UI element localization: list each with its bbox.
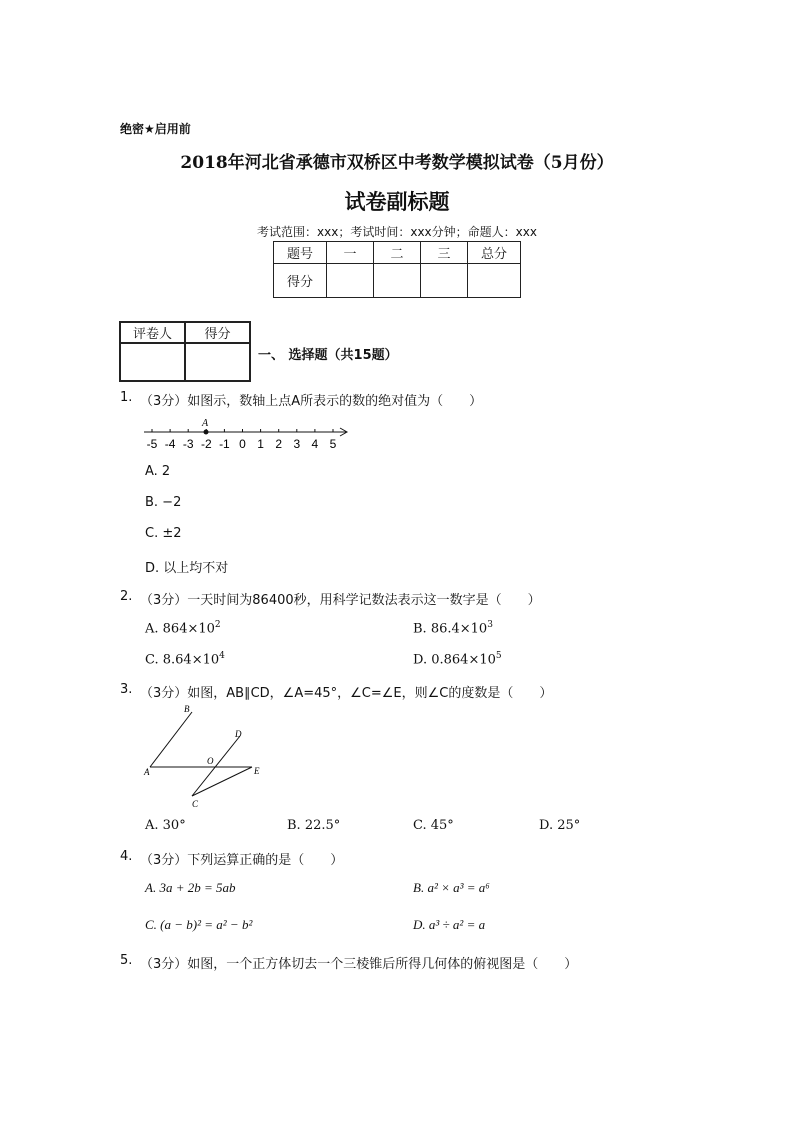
- q4-option-c[interactable]: C. (a − b)² = a² − b²: [145, 917, 253, 932]
- number-line-tick-label: -5: [146, 437, 158, 451]
- question-3-text: （3分）如图，AB∥CD，∠A=45°，∠C=∠E，则∠C的度数是（ ）: [140, 686, 553, 701]
- number-line-tick-label: 5: [329, 437, 337, 451]
- score-cell[interactable]: [421, 264, 468, 298]
- question-2-text: （3分）一天时间为86400秒，用科学记数法表示这一数字是（ ）: [140, 593, 541, 608]
- question-1-text: （3分）如图示，数轴上点A所表示的数的绝对值为（ ）: [140, 394, 483, 409]
- score-table-header-cell: 二: [374, 242, 421, 264]
- point-a-dot: [204, 430, 209, 435]
- grader-cell[interactable]: [120, 343, 185, 381]
- score-table-header-cell: 三: [421, 242, 468, 264]
- score-table-header-cell: 一: [327, 242, 374, 264]
- q2-option-d[interactable]: D. $0.864\times 10^5$: [413, 651, 502, 668]
- q1-option-c[interactable]: C. ±2: [145, 526, 182, 541]
- line-ab: [150, 712, 192, 767]
- section-title: 一、 选择题（共15题）: [258, 348, 398, 363]
- number-line-tick-label: 0: [239, 437, 246, 451]
- score-table-header-cell: 题号: [274, 242, 327, 264]
- label-a: A: [144, 767, 150, 777]
- score-cell[interactable]: [468, 264, 521, 298]
- q1-option-b[interactable]: B. −2: [145, 495, 182, 510]
- secret-label: 绝密★启用前: [120, 122, 191, 136]
- grader-table: [119, 321, 251, 382]
- q1-option-a[interactable]: A. 2: [145, 464, 171, 479]
- score-cell[interactable]: [374, 264, 421, 298]
- q2-option-b[interactable]: B. $86.4\times 10^3$: [413, 620, 493, 637]
- page-title: 2018年河北省承德市双桥区中考数学模拟试卷（5月份）: [180, 153, 614, 173]
- q1-option-d[interactable]: D. 以上均不对: [145, 561, 229, 576]
- number-line-figure: [140, 413, 355, 453]
- number-line-tick-label: 3: [293, 437, 301, 451]
- question-4-text: （3分）下列运算正确的是（ ）: [140, 853, 344, 868]
- q3-option-b[interactable]: B. 22.5°: [287, 818, 341, 833]
- grader-cell[interactable]: [185, 343, 250, 381]
- score-cell[interactable]: [327, 264, 374, 298]
- question-2-number: 2.: [120, 589, 133, 604]
- label-c: C: [192, 799, 199, 809]
- number-line-tick-label: -1: [219, 437, 230, 451]
- question-3-number: 3.: [120, 682, 133, 697]
- q4-option-a[interactable]: A. 3a + 2b = 5ab: [145, 880, 236, 895]
- q3-option-a[interactable]: A. 30°: [145, 818, 186, 833]
- number-line-tick-label: -3: [182, 437, 194, 451]
- question-5-text: （3分）如图，一个正方体切去一个三棱锥后所得几何体的俯视图是（ ）: [140, 957, 578, 972]
- line-cd: [192, 736, 240, 796]
- page-subtitle: 试卷副标题: [344, 190, 450, 214]
- q4-option-d[interactable]: D. a³ ÷ a² = a: [413, 917, 486, 932]
- number-line-tick-label: 4: [311, 437, 319, 451]
- label-o: O: [207, 756, 214, 766]
- exam-info: 考试范围：xxx；考试时间：xxx分钟；命题人：xxx: [257, 225, 537, 239]
- q3-option-c[interactable]: C. 45°: [413, 818, 454, 833]
- question-4-number: 4.: [120, 849, 133, 864]
- grader-header-cell: 得分: [185, 322, 250, 343]
- question-5-number: 5.: [120, 953, 133, 968]
- parallel-lines-figure: [140, 700, 275, 812]
- number-line-tick-label: 1: [257, 437, 264, 451]
- q4-option-b[interactable]: B. a² × a³ = a⁶: [413, 880, 490, 895]
- grader-header-cell: 评卷人: [120, 322, 185, 343]
- number-line-tick-label: 2: [275, 437, 283, 451]
- score-table-header-cell: 总分: [468, 242, 521, 264]
- score-table: [273, 241, 521, 298]
- point-a-label: A: [202, 418, 209, 429]
- line-ce: [192, 767, 252, 796]
- q3-option-d[interactable]: D. 25°: [539, 818, 581, 833]
- score-table-row-label: 得分: [274, 264, 327, 298]
- number-line-tick-label: -2: [200, 437, 212, 451]
- label-b: B: [184, 704, 190, 714]
- q2-option-c[interactable]: C. $8.64\times 10^4$: [145, 651, 225, 668]
- q2-option-a[interactable]: A. $864\times 10^2$: [145, 620, 221, 637]
- number-line-tick-label: -4: [164, 437, 176, 451]
- label-e: E: [254, 766, 260, 776]
- label-d: D: [235, 729, 242, 739]
- question-1-number: 1.: [120, 390, 133, 405]
